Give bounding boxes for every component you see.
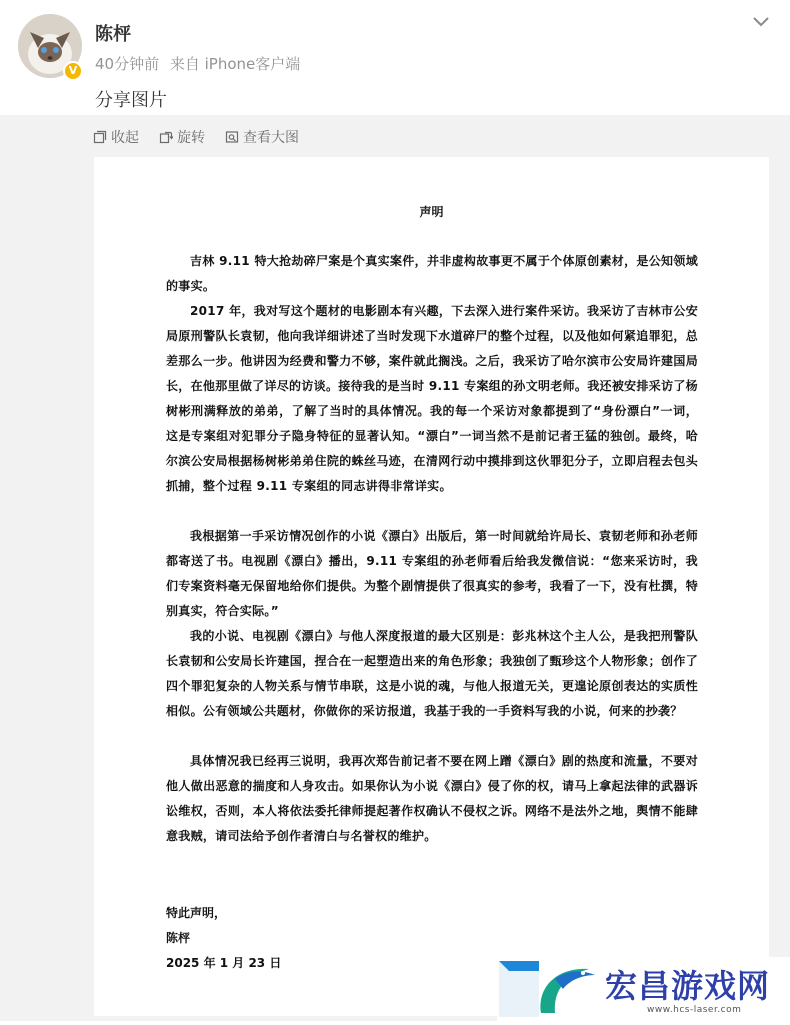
statement-signer: 陈枰 [166,931,191,945]
image-toolbar [93,127,319,147]
verified-badge-icon: V [63,61,83,81]
statement-paragraph-4: 我的小说、电视剧《漂白》与他人深度报道的最大区别是：彭兆林这个主人公，是我把刑警队长袁韧和公安局长许建国，捏合在一起塑造出来的角色形象；我独创了甄珍这个人物形象；创作了四个罪犯复杂的人物关系与情节串联，这是小说的魂，与他人报道无关，更遑论原创表达的实质性相似。公有领域公共题材，你做你的采访报道，我基于我的一手资料写我的小说，何来的抄袭？ [166,629,698,718]
view-large-button[interactable] [225,127,299,147]
media-panel [0,115,790,1021]
watermark-text: 宏昌游戏网 [605,967,771,1005]
watermark-url: www.hcs-laser.com [647,1005,742,1015]
statement-image[interactable] [94,157,769,1016]
post-meta [95,53,306,74]
statement-paragraph-5: 具体情况我已经再三说明，我再次郑告前记者不要在网上蹭《漂白》剧的热度和流量，不要对他人做出恶意的揣度和人身攻击。如果你认为小说《漂白》侵了你的权，请马上拿起法律的武器诉讼维权，否则，本人将依法委托律师提起著作权确认不侵权之诉。网络不是法外之地，舆情不能肆意我贼，请司法给予创作者清白与名誉权的维护。 [166,754,698,843]
chevron-down-icon[interactable] [748,8,774,34]
view-large-label: 查看大图 [243,130,299,146]
collapse-icon [93,130,107,144]
post-text: 分享图片 [95,90,167,111]
rotate-label: 旋转 [177,130,205,146]
collapse-label: 收起 [111,130,139,146]
view-large-icon [225,130,239,144]
statement-paragraph-1: 吉林 9.11 特大抢劫碎尸案是个真实案件，并非虚构故事更不属于个体原创素材，是公知领域的事实。 [166,254,698,293]
statement-closing: 特此声明， [166,906,227,920]
statement-date: 2025 年 1 月 23 日 [166,956,282,970]
username[interactable]: 陈枰 [95,24,131,45]
rotate-button[interactable] [159,127,205,147]
post-header [0,0,790,115]
statement-title: 声明 [419,205,444,219]
site-watermark [497,957,790,1021]
site-logo-icon [497,957,601,1021]
post-source: 来自 iPhone客户端 [169,55,301,73]
collapse-button[interactable] [93,127,139,147]
statement-paragraph-2: 2017 年，我对写这个题材的电影剧本有兴趣，下去深入进行案件采访。我采访了吉林市公安局原刑警队长袁韧，他向我详细讲述了当时发现下水道碎尸的整个过程，以及他如何紧追罪犯，总差那么一步。他讲因为经费和警力不够，案件就此搁浅。之后，我采访了哈尔滨市公安局许建国局长，在他那里做了详尽的访谈。接待我的是当时 9.11 专案组的孙文明老师。我还被安排采访了杨树彬刑满释放的弟弟，了解了当时的具体情况。我的每一个采访对象都提到了“身份漂白”一词，这是专案组对犯罪分子隐身特征的显著认知。“漂白”一词当然不是前记者王猛的独创。最终，哈尔滨公安局根据杨树彬弟弟住院的蛛丝马迹，在清网行动中摸排到这伙罪犯分子，立即启程去包头抓捕，整个过程 9.11 专案组的同志讲得非常详实。 [166,304,698,493]
statement-paragraph-3: 我根据第一手采访情况创作的小说《漂白》出版后，第一时间就给许局长、袁韧老师和孙老师都寄送了书。电视剧《漂白》播出，9.11 专案组的孙老师看后给我发微信说：“您来采访时，我们专案资料毫无保留地给你们提供。为整个剧情提供了很真实的参考，我看了一下，没有杜撰，特别真实，符合实际。” [166,529,698,618]
rotate-icon [159,130,173,144]
post-time: 40分钟前 [95,55,160,73]
